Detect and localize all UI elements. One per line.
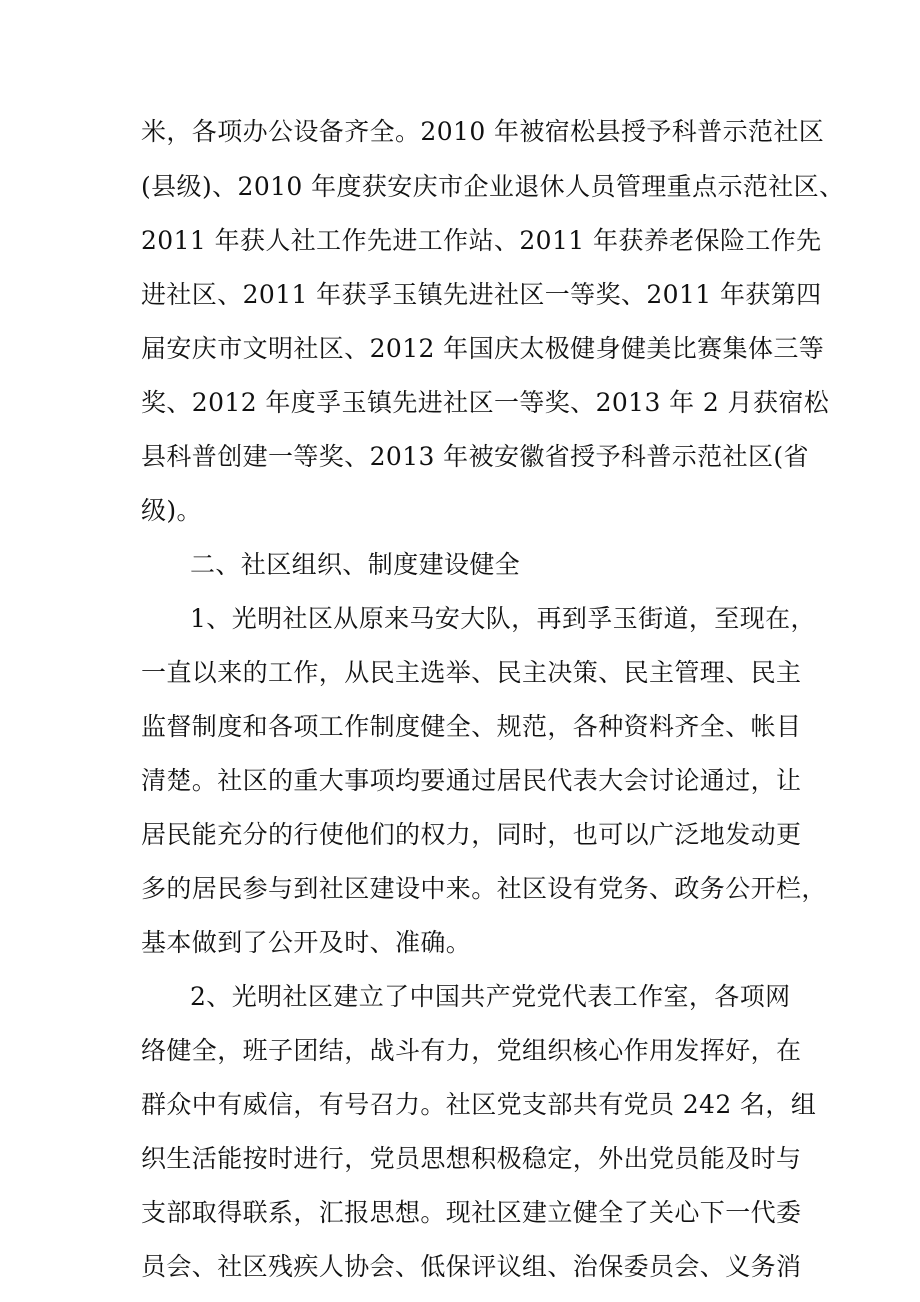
text-line: 居民能充分的行使他们的权力，同时，也可以广泛地发动更	[141, 820, 802, 849]
text-line: 奖、2012 年度孚玉镇先进社区一等奖、2013 年 2 月获宿松	[141, 388, 830, 417]
text-line: 2011 年获人社工作先进工作站、2011 年获养老保险工作先	[141, 226, 822, 255]
text-line: 届安庆市文明社区、2012 年国庆太极健身健美比赛集体三等	[141, 334, 825, 363]
text-line: 1、光明社区从原来马安大队，再到孚玉街道，至现在，	[190, 604, 816, 633]
text-line: 一直以来的工作，从民主选举、民主决策、民主管理、民主	[141, 658, 802, 687]
text-line: 基本做到了公开及时、准确。	[141, 928, 472, 957]
text-line: 县科普创建一等奖、2013 年被安徽省授予科普示范社区(省	[141, 442, 809, 471]
text-line: 员会、社区残疾人协会、低保评议组、治保委员会、义务消	[141, 1252, 802, 1281]
section-heading: 二、社区组织、制度建设健全	[190, 550, 521, 579]
text-line: 群众中有威信，有号召力。社区党支部共有党员 242 名，组	[141, 1090, 817, 1119]
text-line: 清楚。社区的重大事项均要通过居民代表大会讨论通过，让	[141, 766, 802, 795]
text-line: 监督制度和各项工作制度健全、规范，各种资料齐全、帐目	[141, 712, 802, 741]
text-line: 2、光明社区建立了中国共产党党代表工作室，各项网	[190, 982, 791, 1011]
text-line: (县级)、2010 年度获安庆市企业退休人员管理重点示范社区、	[141, 172, 845, 201]
text-line: 织生活能按时进行，党员思想积极稳定，外出党员能及时与	[141, 1144, 802, 1173]
text-line: 支部取得联系，汇报思想。现社区建立健全了关心下一代委	[141, 1198, 802, 1227]
text-line: 络健全，班子团结，战斗有力，党组织核心作用发挥好，在	[141, 1036, 802, 1065]
text-line: 级)。	[141, 496, 202, 525]
text-line: 进社区、2011 年获孚玉镇先进社区一等奖、2011 年获第四	[141, 280, 822, 309]
text-line: 多的居民参与到社区建设中来。社区设有党务、政务公开栏，	[141, 874, 827, 903]
text-line: 米，各项办公设备齐全。2010 年被宿松县授予科普示范社区	[141, 117, 825, 146]
